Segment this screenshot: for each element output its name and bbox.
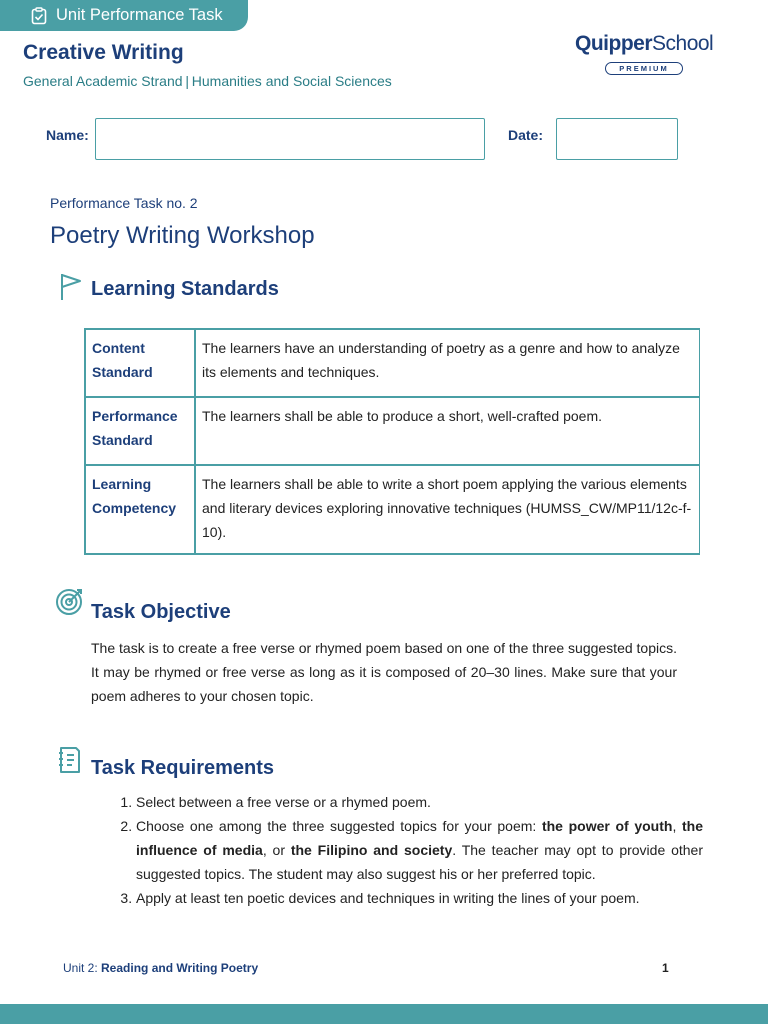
- footer-unit: Unit 2: Reading and Writing Poetry: [63, 961, 259, 975]
- learning-standards-table: [84, 328, 700, 555]
- logo-part1: Quipper: [575, 32, 653, 55]
- unit-performance-task-tab: [0, 0, 248, 31]
- table-row: [85, 465, 700, 554]
- flag-icon: [58, 272, 84, 302]
- task-objective-text: The task is to create a free verse or rhymed poem based on one of the three suggested topics. It may be rhymed or free verse as long as it is composed of 20–30 lines. Make sure that your poem adheres to your chosen topic.: [91, 640, 677, 704]
- footer-bar: [0, 1004, 768, 1024]
- row-label: Learning Competency: [85, 465, 195, 554]
- page-number: 1: [662, 961, 669, 975]
- date-label: Date:: [508, 127, 544, 143]
- task-requirements-heading: Task Requirements: [91, 757, 275, 779]
- name-label: Name:: [46, 127, 89, 143]
- learning-standards-heading: Learning Standards: [91, 278, 279, 300]
- name-field[interactable]: [95, 118, 485, 160]
- task-number: Performance Task no. 2: [50, 195, 198, 211]
- course-subtitle: General Academic Strand | Humanities and Social Sciences: [23, 73, 392, 89]
- clipboard-check-icon: [30, 7, 48, 25]
- row-value: The learners shall be able to produce a short, well-crafted poem.: [195, 397, 700, 465]
- row-label: Performance Standard: [85, 397, 195, 465]
- task-objective-heading: Task Objective: [91, 601, 231, 623]
- logo-part2: School: [652, 32, 714, 55]
- quipper-school-logo: [575, 32, 720, 78]
- premium-badge: PREMIUM: [605, 62, 683, 75]
- row-value: The learners shall be able to write a short poem applying the various elements and literary devices exploring innovative techniques (HUMSS_CW/MP11/12c-f-10).: [195, 465, 700, 554]
- table-row: [85, 397, 700, 465]
- date-field[interactable]: [556, 118, 678, 160]
- row-label: Content Standard: [85, 329, 195, 397]
- list-item: 2. Choose one among the three suggested topics for your poem: the power of youth, the influence of media, or the Filipino and society. The teacher may opt to provide other suggested topics. The student may also suggest his or her preferred topic.: [136, 814, 703, 886]
- requirements-list: [110, 790, 703, 910]
- row-value: The learners have an understanding of poetry as a genre and how to analyze its elements and techniques.: [195, 329, 700, 397]
- target-icon: [55, 586, 85, 616]
- tab-label: Unit Performance Task: [56, 6, 223, 24]
- course-title: Creative Writing: [23, 41, 184, 64]
- list-item: 3. Apply at least ten poetic devices and techniques in writing the lines of your poem.: [136, 886, 703, 910]
- list-item: 1. Select between a free verse or a rhymed poem.: [136, 790, 703, 814]
- task-title: Poetry Writing Workshop: [50, 222, 315, 249]
- table-row: [85, 329, 700, 397]
- document-list-icon: [57, 745, 83, 775]
